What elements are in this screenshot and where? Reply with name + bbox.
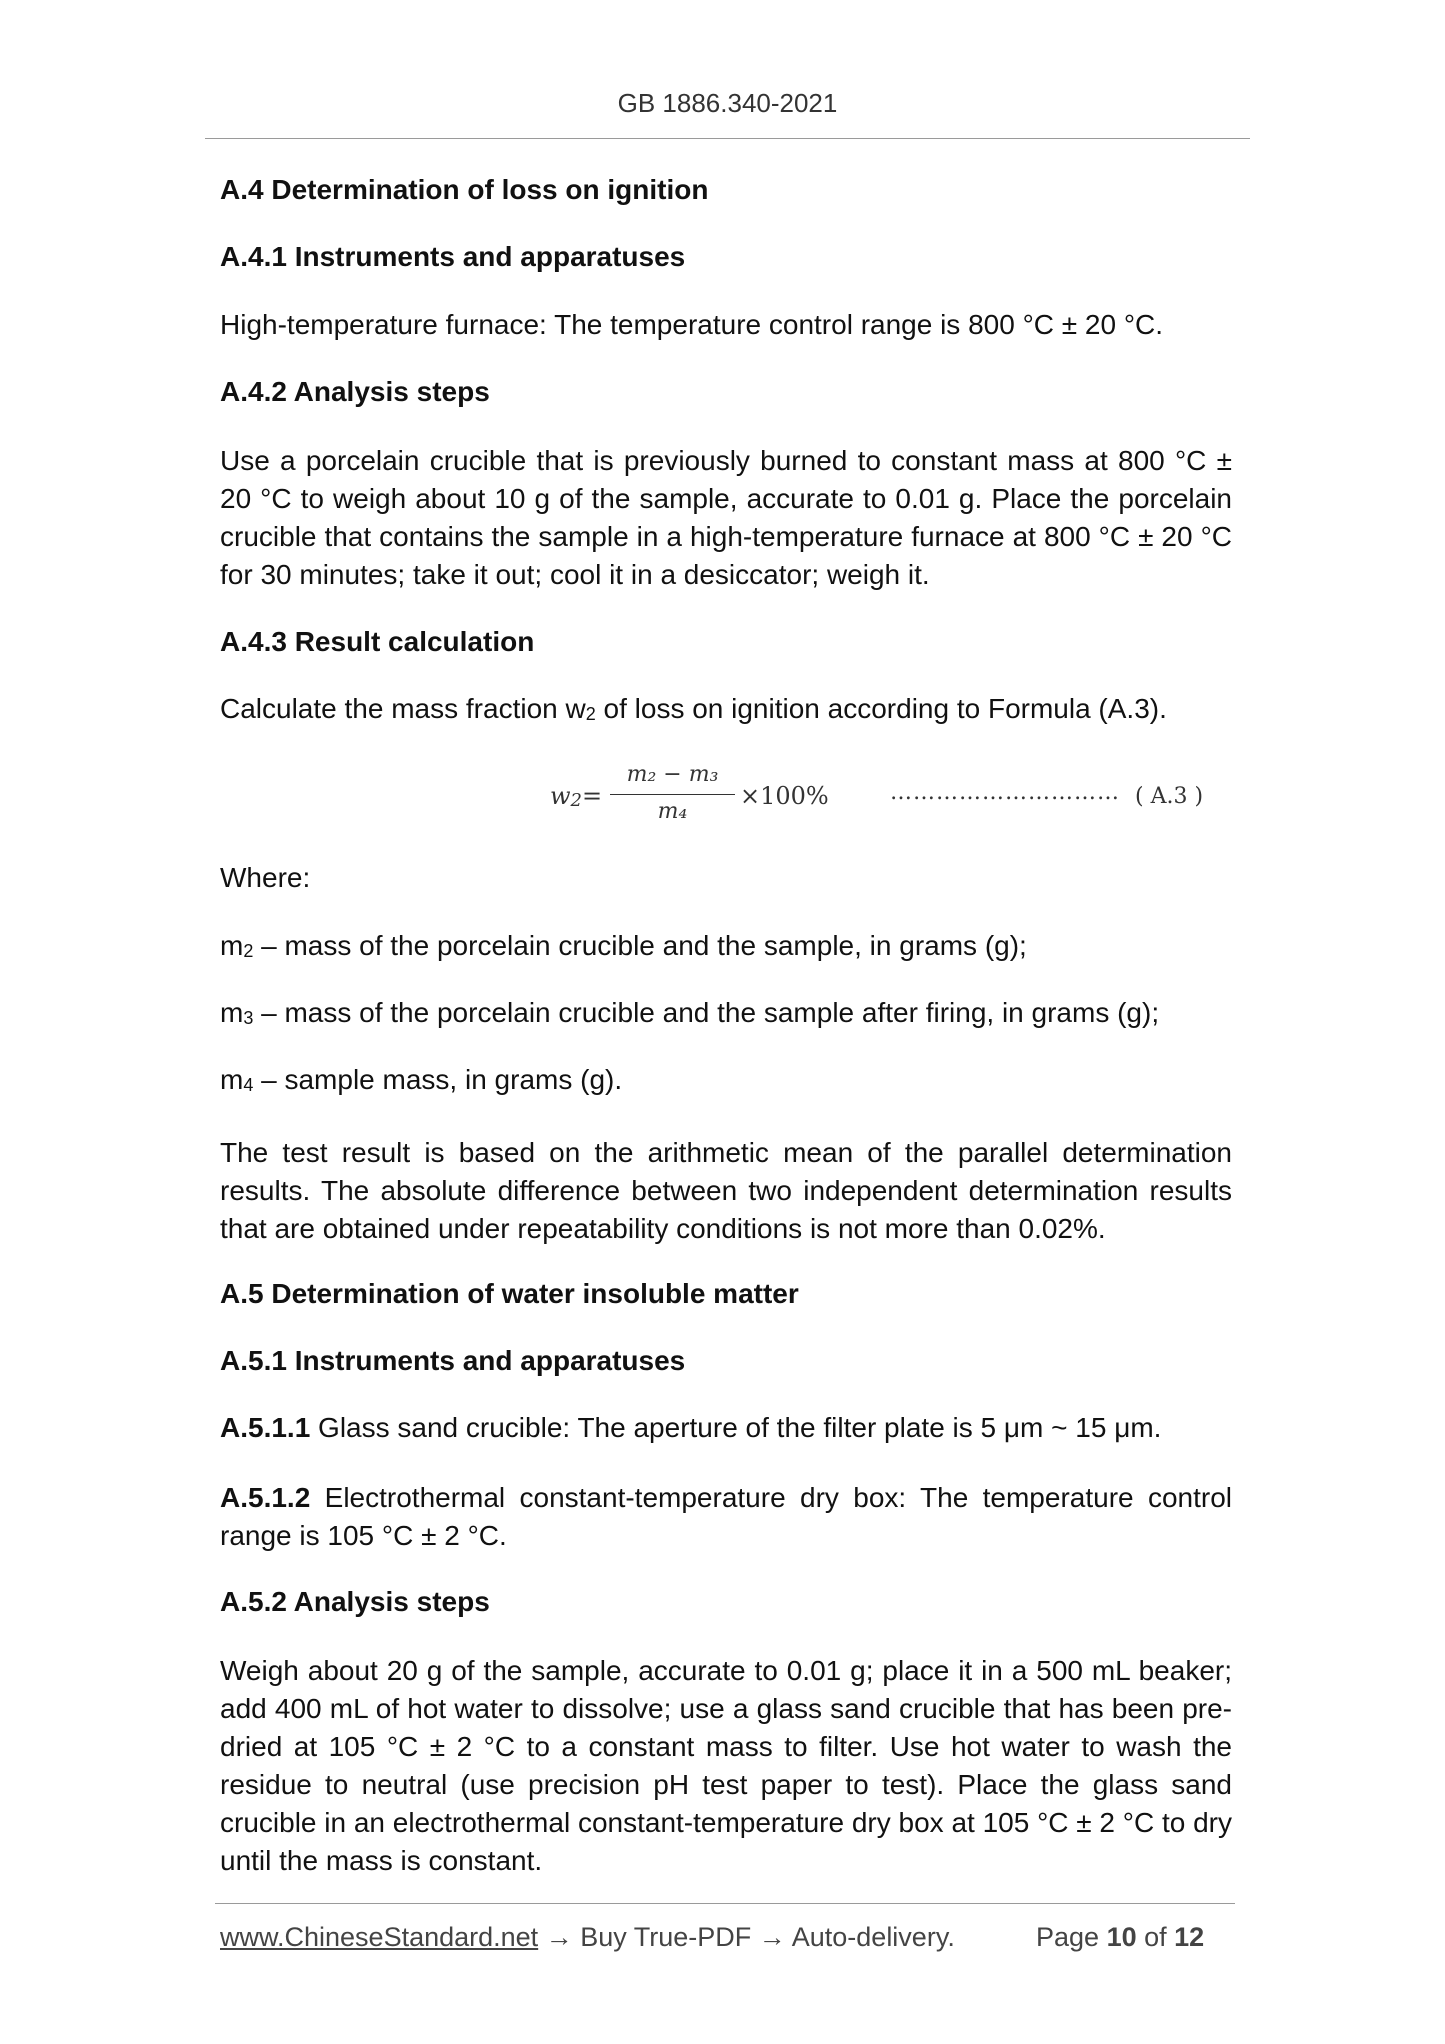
formula-dot-leader: ………………………… xyxy=(890,780,1120,805)
header-divider xyxy=(205,138,1250,139)
a43-text-post: of loss on ignition according to Formula (A.3). xyxy=(595,693,1167,724)
formula-lhs-symbol: w xyxy=(550,782,571,810)
formula-lhs-sub: 2 xyxy=(570,790,582,811)
section-a41-text: High-temperature furnace: The temperature control range is 800 °C ± 20 °C. xyxy=(220,309,1164,340)
section-a43-title: A.4.3 Result calculation xyxy=(220,626,535,657)
footer-divider xyxy=(215,1903,1235,1904)
section-a51-title: A.5.1 Instruments and apparatuses xyxy=(220,1345,686,1376)
var-symbol: m xyxy=(220,930,244,961)
formula-denominator: m₄ xyxy=(657,799,688,824)
var-description: – mass of the porcelain crucible and the sample, in grams (g); xyxy=(253,930,1027,961)
clause-a512 xyxy=(220,1479,1232,1555)
formula-multiplier: ×100% xyxy=(740,782,829,810)
var-description: – sample mass, in grams (g). xyxy=(253,1064,623,1095)
variable-definition-m3 xyxy=(220,997,1159,1029)
clause-a512-number: A.5.1.2 xyxy=(220,1482,311,1513)
footer-promo-text: → Buy True-PDF → Auto-delivery. xyxy=(538,1922,955,1952)
footer-promo xyxy=(220,1922,955,1953)
of-word: of xyxy=(1136,1922,1175,1952)
section-a5-title: A.5 Determination of water insoluble matter xyxy=(220,1278,799,1309)
a43-text-pre: Calculate the mass fraction w xyxy=(220,693,586,724)
formula-fraction-bar xyxy=(610,794,735,795)
var-subscript: 2 xyxy=(243,941,254,961)
variable-definition-m4 xyxy=(220,1064,622,1096)
page-number: 10 xyxy=(1106,1922,1137,1952)
section-a41-title: A.4.1 Instruments and apparatuses xyxy=(220,241,686,272)
var-symbol: m xyxy=(220,1064,244,1095)
formula-equals: = xyxy=(582,782,603,810)
section-a42-text: Use a porcelain crucible that is previously burned to constant mass at 800 °C ± 20 °C to weigh about 10 g of the sample, accurate to 0.01 g. Place the porcelain crucible that contains the sample in a high-temperature furnace at 800 °C ± 20 °C for 30 minutes; take it out; cool it in a desiccator; weigh it. xyxy=(220,445,1232,590)
document-number-header: GB 1886.340-2021 xyxy=(617,88,838,118)
variable-definition-m2 xyxy=(220,930,1027,962)
page-word: Page xyxy=(1036,1922,1107,1952)
var-description: – mass of the porcelain crucible and the sample after firing, in grams (g); xyxy=(253,997,1160,1028)
section-a4-title: A.4 Determination of loss on ignition xyxy=(220,174,709,205)
page-total: 12 xyxy=(1174,1922,1205,1952)
a43-text-sub: 2 xyxy=(585,704,596,724)
var-symbol: m xyxy=(220,997,244,1028)
clause-a512-text: Electrothermal constant-temperature dry box: The temperature control range is 105 °C ± 2 °C. xyxy=(220,1482,1232,1551)
section-a52-text: Weigh about 20 g of the sample, accurate to 0.01 g; place it in a 500 mL beaker; add 400 mL of hot water to dissolve; use a glass sand crucible that has been pre-dried at 105 °C ± 2 °C to a constant mass to filter. Use hot water to wash the residue to neutral (use precision pH test paper to test). Place the glass sand crucible in an electrothermal constant-temperature dry box at 105 °C ± 2 °C to dry until the mass is constant. xyxy=(220,1655,1233,1876)
formula-numerator: m₂ − m₃ xyxy=(626,762,719,787)
clause-a511-number: A.5.1.1 xyxy=(220,1412,311,1443)
formula-lhs xyxy=(550,782,602,811)
formula-label: ( A.3 ) xyxy=(1135,784,1204,809)
var-subscript: 3 xyxy=(243,1008,254,1028)
section-a43-text xyxy=(220,693,1167,725)
formula-fraction xyxy=(610,762,735,824)
result-text: The test result is based on the arithmetic mean of the parallel determination results. The absolute difference between two independent determination results that are obtained under repeatability conditions is not more than 0.02%. xyxy=(220,1137,1232,1244)
where-label: Where: xyxy=(220,862,311,893)
formula-a3 xyxy=(550,762,1250,838)
clause-a511 xyxy=(220,1412,1161,1444)
site-link[interactable]: www.ChineseStandard.net xyxy=(220,1922,539,1952)
section-a42-title: A.4.2 Analysis steps xyxy=(220,376,490,407)
page-indicator xyxy=(1036,1922,1204,1953)
clause-a511-text: Glass sand crucible: The aperture of the filter plate is 5 μm ~ 15 μm. xyxy=(310,1412,1162,1443)
section-a52-title: A.5.2 Analysis steps xyxy=(220,1586,490,1617)
var-subscript: 4 xyxy=(243,1075,254,1095)
